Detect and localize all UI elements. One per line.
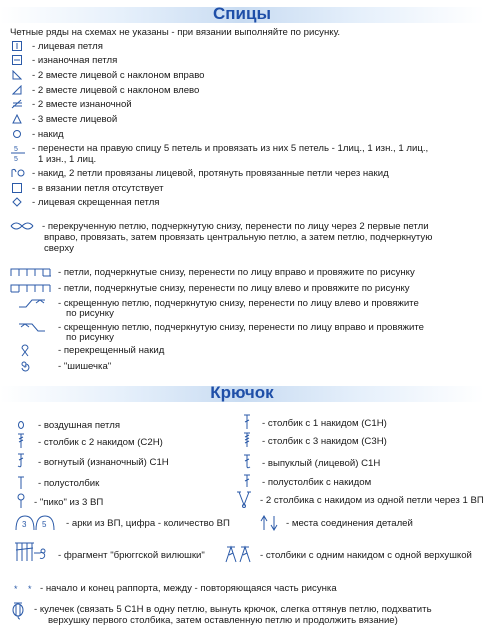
p2tog-icon bbox=[10, 98, 24, 110]
front-post-dc-icon bbox=[240, 454, 254, 470]
knit-stitch-icon bbox=[10, 40, 24, 52]
puff-stitch-icon bbox=[10, 602, 26, 620]
legend-text: - скрещенную петлю, подчеркнутую снизу, перенести по лицу вправо и провяжите bbox=[58, 322, 424, 333]
cluster-top-icon bbox=[224, 545, 254, 563]
legend-text: - изнаночная петля bbox=[32, 55, 118, 66]
pass-over-yo-icon bbox=[10, 167, 26, 179]
legend-text-cont: верхушку первого столбика, затем оставленную петлю и продолжить вязание) bbox=[48, 615, 398, 626]
knitting-title: Спицы bbox=[213, 4, 271, 23]
legend-text: - лицевая скрещенная петля bbox=[32, 197, 160, 208]
legend-text: - петли, подчеркнутые снизу, перенести по лицу вправо и провяжите по рисунку bbox=[58, 267, 415, 278]
svg-text:*: * bbox=[28, 584, 32, 593]
arch-chain-icon bbox=[14, 515, 58, 531]
legend-text: - лицевая петля bbox=[32, 41, 103, 52]
k2tog-right-icon bbox=[10, 69, 24, 81]
tr3-icon bbox=[240, 432, 254, 448]
legend-text: - 2 вместе изнаночной bbox=[32, 99, 132, 110]
knitting-note: Четные ряды на схемах не указаны - при вязании выполняйте по рисунку. bbox=[10, 27, 341, 38]
cross-right-icon bbox=[10, 266, 52, 278]
svg-text:5: 5 bbox=[14, 146, 18, 153]
legend-text: - начало и конец раппорта, между - повторяющаяся часть рисунка bbox=[40, 583, 337, 594]
legend-text: - вогнутый (изнаночный) С1Н bbox=[38, 457, 169, 468]
legend-text: - воздушная петля bbox=[38, 420, 121, 431]
legend-text-cont: сверху bbox=[44, 243, 74, 254]
sc-icon bbox=[240, 474, 254, 488]
legend-text: - 2 вместе лицевой с наклоном влево bbox=[32, 85, 200, 96]
twisted-knit-icon bbox=[10, 196, 24, 208]
twisted-cross-left-icon bbox=[18, 297, 46, 309]
legend-text: - фрагмент "брюггской вилюшки" bbox=[58, 550, 205, 561]
bruges-fragment-icon bbox=[14, 541, 46, 563]
dtr-icon bbox=[14, 433, 28, 449]
yarn-over-icon bbox=[10, 128, 24, 140]
legend-text: - арки из ВП, цифра - количество ВП bbox=[66, 518, 230, 529]
no-stitch-icon bbox=[10, 182, 24, 194]
legend-text: - в вязании петля отсутствует bbox=[32, 183, 164, 194]
legend-text-cont: по рисунку bbox=[66, 308, 114, 319]
join-arrows-icon bbox=[258, 515, 282, 531]
legend-text: - накид, 2 петли провязаны лицевой, протянуть провязанные петли через накид bbox=[32, 168, 389, 179]
purl-stitch-icon bbox=[10, 54, 24, 66]
cable-3-icon bbox=[10, 220, 34, 232]
legend-text: - места соединения деталей bbox=[286, 518, 413, 529]
k2tog-left-icon bbox=[10, 84, 24, 96]
arch-count-1: 3 bbox=[22, 520, 27, 529]
legend-text-cont: вправо, провязать, затем провязать центральную петлю, а затем петлю, подчеркнутую bbox=[44, 232, 433, 243]
cross-left-icon bbox=[10, 282, 52, 294]
legend-text: - столбики с одним накидом с одной верхушкой bbox=[260, 550, 472, 561]
legend-text: - перекрученную петлю, подчеркнутую снизу, перенести по лицу через 2 первые петли bbox=[42, 221, 429, 232]
legend-text: - полустолбик с накидом bbox=[262, 477, 372, 488]
legend-text: - полустолбик bbox=[38, 478, 100, 489]
legend-text-cont: по рисунку bbox=[66, 332, 114, 343]
k3tog-icon bbox=[10, 113, 24, 125]
legend-text: - перенести на правую спицу 5 петель и провязать из них 5 петель - 1лиц., 1 изн., 1 лиц., bbox=[32, 143, 429, 154]
crossed-yo-icon bbox=[18, 342, 32, 358]
legend-text: - 3 вместе лицевой bbox=[32, 114, 118, 125]
legend-text: - столбик с 2 накидом (С2Н) bbox=[38, 437, 163, 448]
dc2tog-icon bbox=[236, 490, 252, 508]
legend-text: - 2 вместе лицевой с наклоном вправо bbox=[32, 70, 205, 81]
back-post-dc-icon bbox=[14, 453, 28, 469]
crochet-title: Крючок bbox=[210, 383, 274, 402]
legend-text: - столбик с 1 накидом (С1Н) bbox=[262, 418, 387, 429]
bobble-icon bbox=[18, 360, 32, 372]
legend-text: - "пико" из 3 ВП bbox=[34, 497, 104, 508]
legend-text: - столбик с 3 накидом (С3Н) bbox=[262, 436, 387, 447]
picot-icon bbox=[14, 493, 28, 509]
legend-text: - кулечек (связать 5 С1Н в одну петлю, вынуть крючок, слегка оттянув петлю, подхватить bbox=[34, 604, 432, 615]
legend-text: - 2 столбика с накидом из одной петли через 1 ВП bbox=[260, 495, 484, 506]
knitting-title-bar bbox=[0, 4, 484, 26]
chain-icon bbox=[14, 419, 28, 431]
svg-text:*: * bbox=[14, 584, 18, 593]
five-from-five-icon bbox=[10, 144, 26, 162]
crochet-title-bar bbox=[0, 383, 484, 405]
dc-icon bbox=[240, 414, 254, 430]
legend-text: - "шишечка" bbox=[58, 361, 112, 372]
legend-text: - выпуклый (лицевой) С1Н bbox=[262, 458, 381, 469]
legend-text: - перекрещенный накид bbox=[58, 345, 165, 356]
legend-text-cont: 1 изн., 1 лиц. bbox=[38, 154, 97, 165]
legend-text: - петли, подчеркнутые снизу, перенести по лицу влево и провяжите по рисунку bbox=[58, 283, 410, 294]
twisted-cross-right-icon bbox=[18, 321, 46, 333]
legend-text: - скрещенную петлю, подчеркнутую снизу, перенести по лицу влево и провяжите bbox=[58, 298, 419, 309]
legend-text: - накид bbox=[32, 129, 64, 140]
hdc-icon bbox=[14, 476, 28, 490]
svg-text:5: 5 bbox=[14, 156, 18, 162]
arch-count-2: 5 bbox=[42, 520, 47, 529]
